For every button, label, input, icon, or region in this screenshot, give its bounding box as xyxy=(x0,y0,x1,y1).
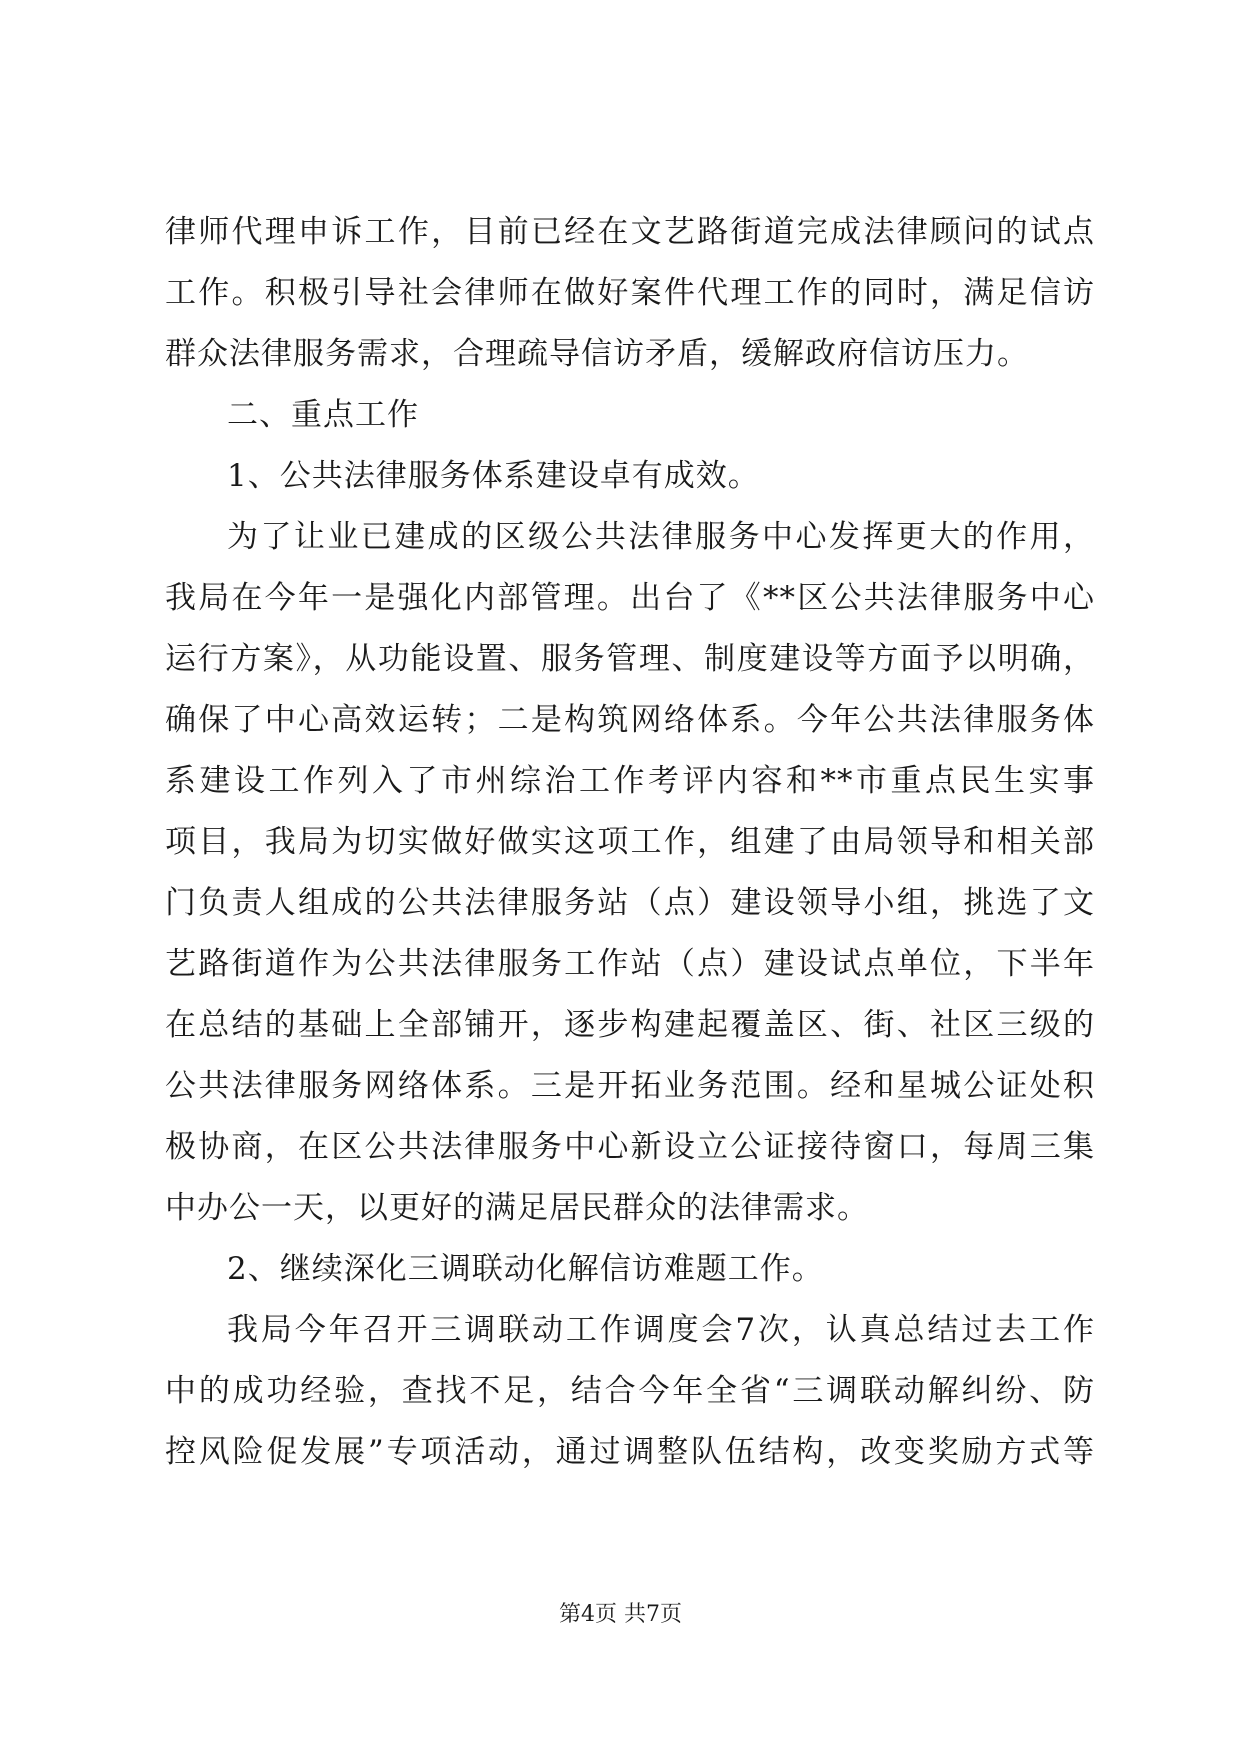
text-line: 在总结的基础上全部铺开，逐步构建起覆盖区、街、社区三级的 xyxy=(165,1007,1095,1043)
text-line: 群众法律服务需求，合理疏导信访矛盾，缓解政府信访压力。 xyxy=(165,336,1029,372)
subsection-heading: 2、继续深化三调联动化解信访难题工作。 xyxy=(227,1251,824,1287)
text-line: 我局在今年一是强化内部管理。出台了《**区公共法律服务中心 xyxy=(165,580,1095,616)
subsection-heading: 1、公共法律服务体系建设卓有成效。 xyxy=(227,458,760,494)
text-line: 运行方案》，从功能设置、服务管理、制度建设等方面予以明确， xyxy=(165,641,1095,677)
text-line: 系建设工作列入了市州综治工作考评内容和**市重点民生实事 xyxy=(165,763,1095,799)
document-body xyxy=(165,202,1095,1483)
page-number: 第4页 共7页 xyxy=(559,1602,682,1627)
text-line: 控风险促发展”专项活动，通过调整队伍结构，改变奖励方式等 xyxy=(165,1434,1095,1470)
text-line: 律师代理申诉工作，目前已经在文艺路街道完成法律顾问的试点 xyxy=(165,214,1095,250)
text-line: 为了让业已建成的区级公共法律服务中心发挥更大的作用， xyxy=(227,519,1095,555)
text-line: 确保了中心高效运转；二是构筑网络体系。今年公共法律服务体 xyxy=(165,702,1095,738)
text-line: 项目，我局为切实做好做实这项工作，组建了由局领导和相关部 xyxy=(165,824,1095,860)
page-footer xyxy=(0,1600,1241,1630)
text-line: 工作。积极引导社会律师在做好案件代理工作的同时，满足信访 xyxy=(165,275,1095,311)
text-line: 我局今年召开三调联动工作调度会7次，认真总结过去工作 xyxy=(227,1312,1095,1348)
text-line: 门负责人组成的公共法律服务站（点）建设领导小组，挑选了文 xyxy=(165,885,1095,921)
text-line: 公共法律服务网络体系。三是开拓业务范围。经和星城公证处积 xyxy=(165,1068,1095,1104)
text-line: 艺路街道作为公共法律服务工作站（点）建设试点单位，下半年 xyxy=(165,946,1095,982)
section-heading: 二、重点工作 xyxy=(227,397,419,433)
text-line: 中的成功经验，查找不足，结合今年全省“三调联动解纠纷、防 xyxy=(165,1373,1095,1409)
text-line: 极协商，在区公共法律服务中心新设立公证接待窗口，每周三集 xyxy=(165,1129,1095,1165)
text-line: 中办公一天，以更好的满足居民群众的法律需求。 xyxy=(165,1190,869,1226)
